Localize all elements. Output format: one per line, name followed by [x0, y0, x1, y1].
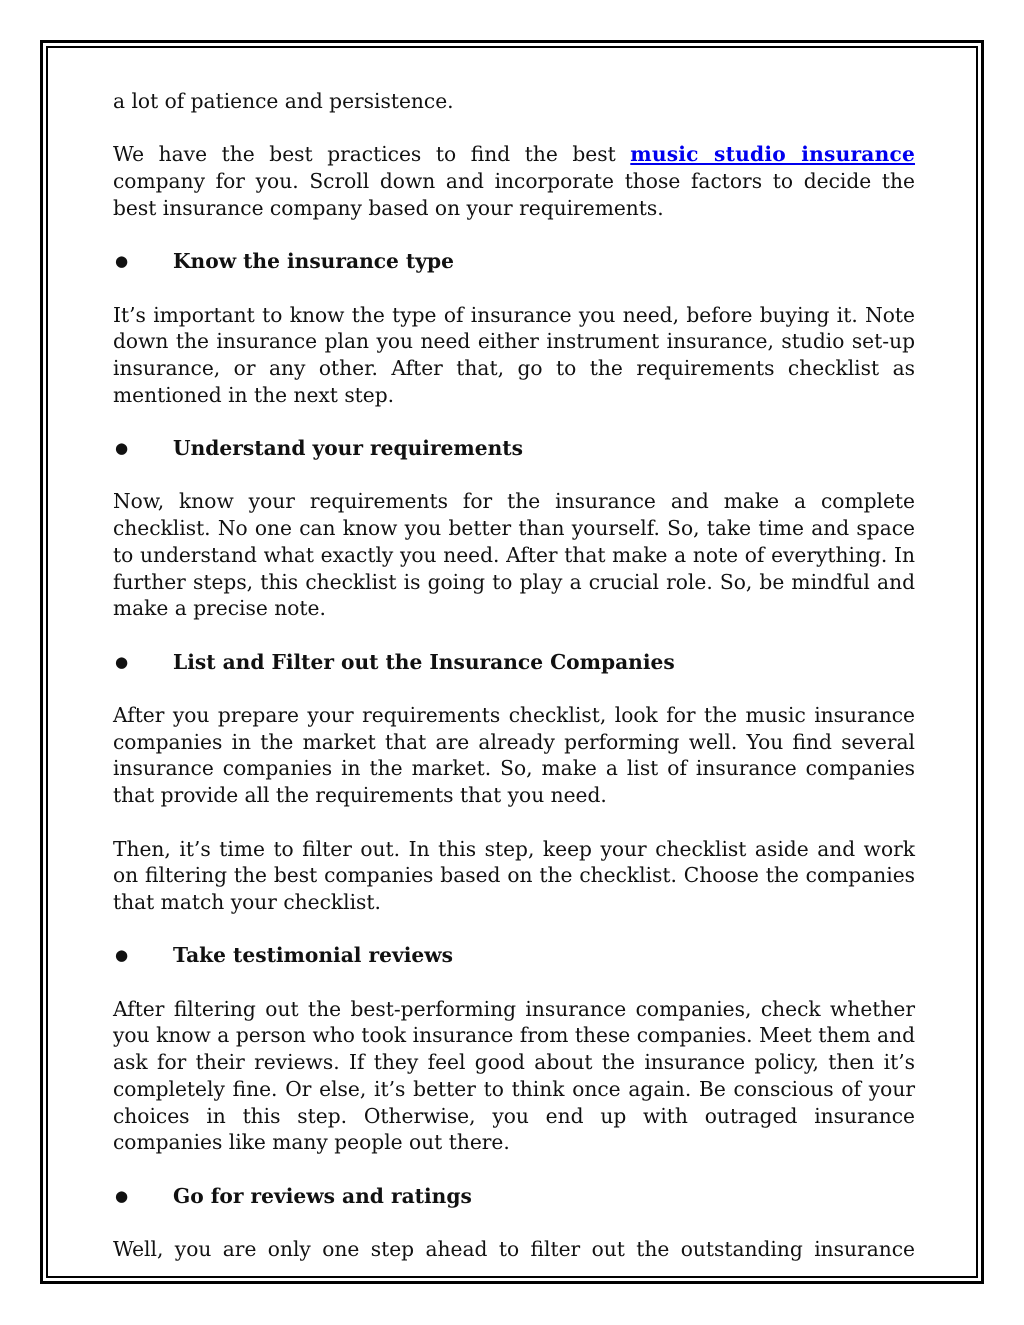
paragraph-text: We have the best practices to find the best [113, 142, 631, 167]
heading-text: Take testimonial reviews [173, 943, 453, 968]
heading-know-insurance-type [113, 248, 915, 275]
paragraph-reviews-ratings: Well, you are only one step ahead to filter out the outstanding insurance [113, 1237, 915, 1262]
paragraph-insurance-type: It’s important to know the type of insurance you need, before buying it. Note down the insurance plan you need either instrument insurance, studio set-up insurance, or any other. After that, go to the requirements checklist as mentioned in the next step. [113, 302, 915, 407]
heading-testimonial-reviews [113, 942, 915, 969]
paragraph-requirements: Now, know your requirements for the insurance and make a complete checklist. No one can know you better than yourself. So, take time and space to understand what exactly you need. After that make a note of everything. In further steps, this checklist is going to play a crucial role. So, be mindful and make a precise note. [113, 489, 915, 621]
paragraph-testimonials: After filtering out the best-performing insurance companies, check whether you know a person who took insurance from these companies. Meet them and ask for their reviews. If they feel good about the insurance policy, then it’s completely fine. Or else, it’s better to think once again. Be conscious of your choices in this step. Otherwise, you end up with outraged insurance companies like many people out there. [113, 996, 915, 1155]
heading-understand-requirements [113, 435, 915, 462]
music-studio-insurance-link[interactable]: music studio insurance [630, 142, 915, 167]
paragraph-best-practices [113, 141, 915, 221]
paragraph-filter-companies: Then, it’s time to filter out. In this step, keep your checklist aside and work on filtering the best companies based on the checklist. Choose the companies that match your checklist. [113, 836, 915, 914]
paragraph-text: company for you. Scroll down and incorporate those factors to decide the best insurance company based on your requirements. [113, 169, 915, 220]
bullet-icon: ● [115, 652, 129, 671]
paragraph-intro-continued: a lot of patience and persistence. [113, 89, 454, 113]
bullet-icon: ● [115, 252, 129, 271]
heading-text: Understand your requirements [173, 436, 523, 461]
document-body [113, 88, 915, 1289]
paragraph-list-companies: After you prepare your requirements checklist, look for the music insurance companies in the market that are already performing well. You find several insurance companies in the market. So, make a list of insurance companies that provide all the requirements that you need. [113, 703, 915, 808]
bullet-icon: ● [115, 1186, 129, 1205]
heading-list-filter-companies [113, 649, 915, 676]
bullet-icon: ● [115, 946, 129, 965]
bullet-icon: ● [115, 439, 129, 458]
heading-text: Know the insurance type [173, 249, 454, 274]
heading-text: List and Filter out the Insurance Companies [173, 649, 675, 674]
heading-reviews-ratings [113, 1183, 915, 1210]
heading-text: Go for reviews and ratings [173, 1183, 472, 1208]
